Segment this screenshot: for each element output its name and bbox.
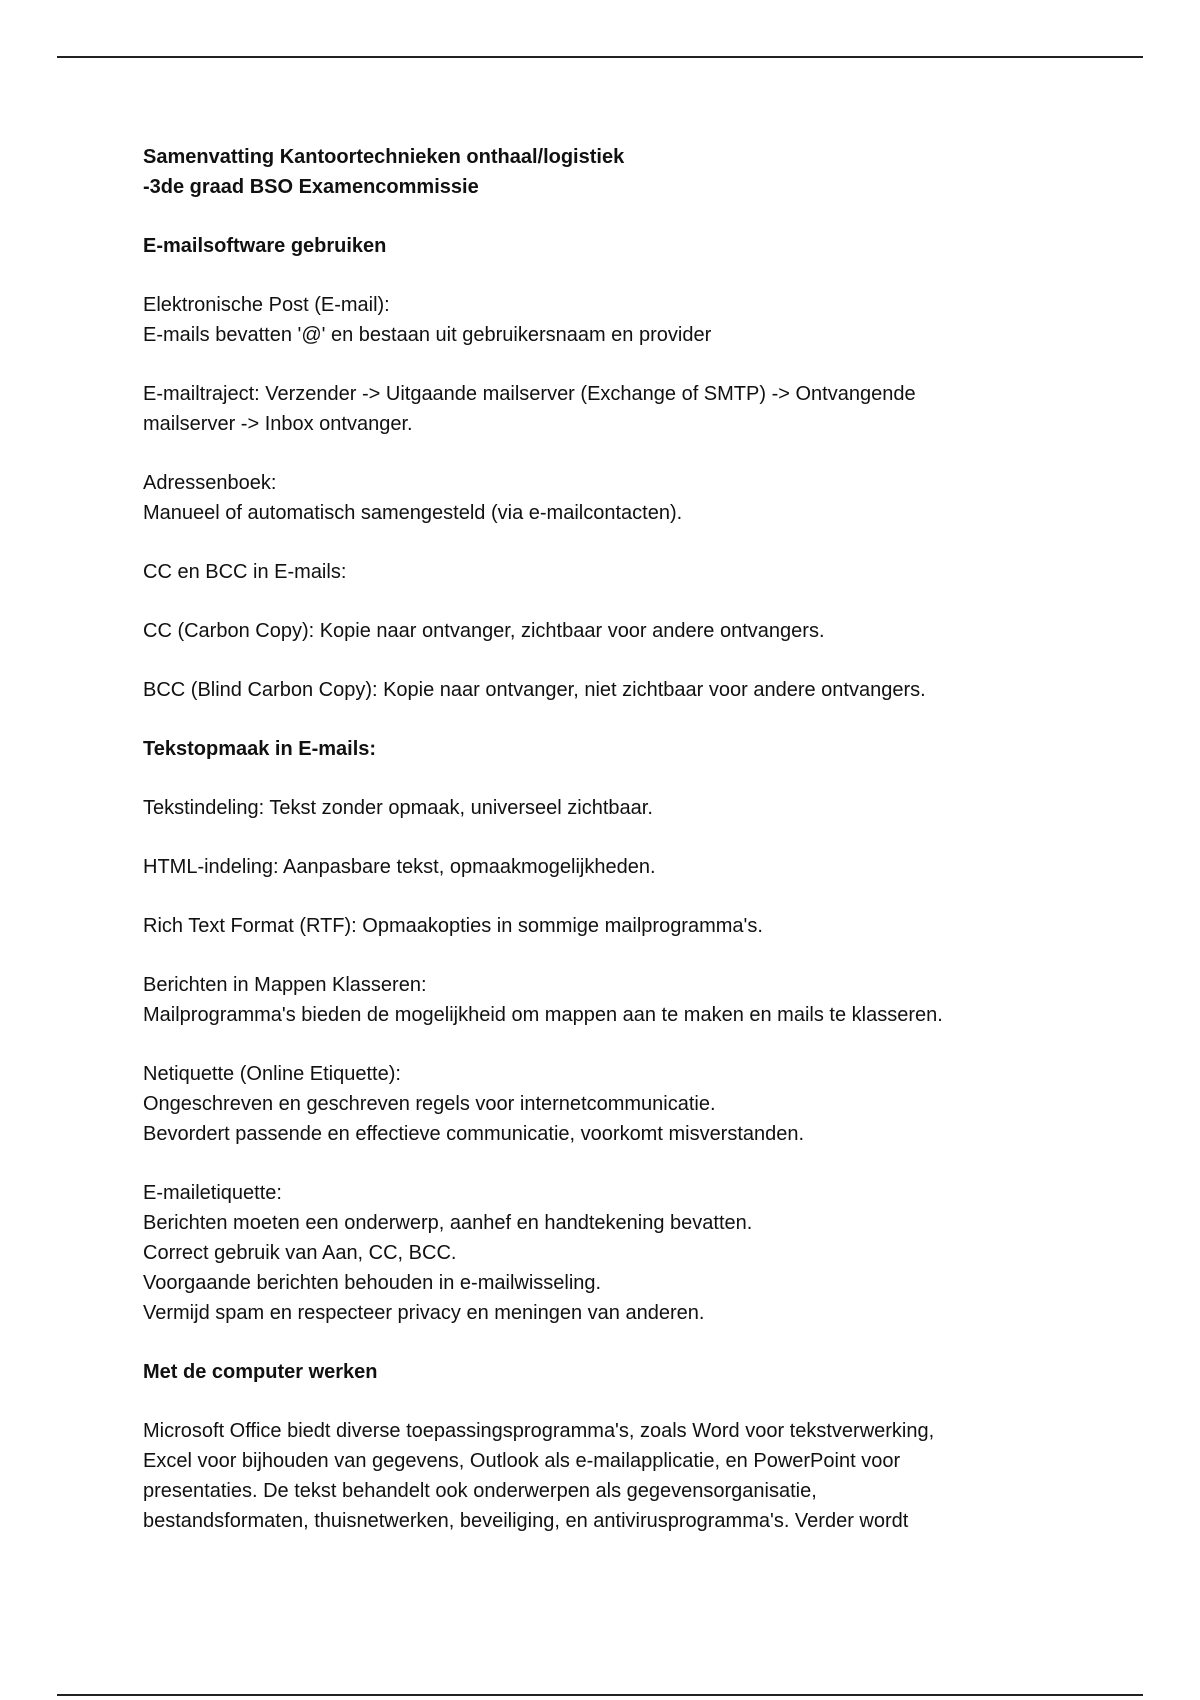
paragraph bbox=[143, 379, 1043, 439]
text-line: presentaties. De tekst behandelt ook onderwerpen als gegevensorganisatie, bbox=[143, 1480, 817, 1502]
section-heading bbox=[143, 1357, 1043, 1387]
paragraph bbox=[143, 793, 1043, 823]
text-line: E-mails bevatten '@' en bestaan uit gebruikersnaam en provider bbox=[143, 324, 712, 346]
heading-computer-work: Met de computer werken bbox=[143, 1361, 378, 1383]
text-line: Netiquette (Online Etiquette): bbox=[143, 1063, 401, 1085]
text-line: E-mailetiquette: bbox=[143, 1182, 282, 1204]
text-line: Microsoft Office biedt diverse toepassingsprogramma's, zoals Word voor tekstverwerking, bbox=[143, 1420, 935, 1442]
text-line: Rich Text Format (RTF): Opmaakopties in sommige mailprogramma's. bbox=[143, 915, 763, 937]
text-line: Berichten moeten een onderwerp, aanhef en handtekening bevatten. bbox=[143, 1212, 753, 1234]
paragraph bbox=[143, 911, 1043, 941]
text-line: Manueel of automatisch samengesteld (via e-mailcontacten). bbox=[143, 502, 683, 524]
text-line: Ongeschreven en geschreven regels voor internetcommunicatie. bbox=[143, 1093, 716, 1115]
title-line: Samenvatting Kantoortechnieken onthaal/logistiek bbox=[143, 146, 625, 168]
text-line: Mailprogramma's bieden de mogelijkheid om mappen aan te maken en mails te klasseren. bbox=[143, 1004, 943, 1026]
text-line: bestandsformaten, thuisnetwerken, beveiliging, en antivirusprogramma's. Verder wordt bbox=[143, 1510, 909, 1532]
paragraph bbox=[143, 675, 1043, 705]
text-line: E-mailtraject: Verzender -> Uitgaande mailserver (Exchange of SMTP) -> Ontvangende bbox=[143, 383, 916, 405]
page-top-rule bbox=[57, 56, 1143, 58]
paragraph bbox=[143, 1059, 1043, 1149]
paragraph bbox=[143, 290, 1043, 350]
text-line: BCC (Blind Carbon Copy): Kopie naar ontvanger, niet zichtbaar voor andere ontvangers. bbox=[143, 679, 926, 701]
paragraph bbox=[143, 468, 1043, 528]
heading-text-formatting: Tekstopmaak in E-mails: bbox=[143, 738, 377, 760]
document-body bbox=[143, 142, 1043, 1536]
text-line: Correct gebruik van Aan, CC, BCC. bbox=[143, 1242, 457, 1264]
paragraph bbox=[143, 616, 1043, 646]
text-line: Bevordert passende en effectieve communicatie, voorkomt misverstanden. bbox=[143, 1123, 805, 1145]
text-line: Tekstindeling: Tekst zonder opmaak, universeel zichtbaar. bbox=[143, 797, 653, 819]
text-line: Voorgaande berichten behouden in e-mailwisseling. bbox=[143, 1272, 602, 1294]
text-line: Adressenboek: bbox=[143, 472, 277, 494]
subtitle-line: -3de graad BSO Examencommissie bbox=[143, 176, 479, 198]
text-line: mailserver -> Inbox ontvanger. bbox=[143, 413, 413, 435]
heading-email-software: E-mailsoftware gebruiken bbox=[143, 235, 387, 257]
paragraph bbox=[143, 1178, 1043, 1328]
paragraph bbox=[143, 557, 1043, 587]
text-line: CC en BCC in E-mails: bbox=[143, 561, 347, 583]
text-line: Elektronische Post (E-mail): bbox=[143, 294, 390, 316]
paragraph bbox=[143, 970, 1043, 1030]
section-heading bbox=[143, 231, 1043, 261]
text-line: HTML-indeling: Aanpasbare tekst, opmaakmogelijkheden. bbox=[143, 856, 656, 878]
text-line: CC (Carbon Copy): Kopie naar ontvanger, zichtbaar voor andere ontvangers. bbox=[143, 620, 825, 642]
paragraph bbox=[143, 1416, 1043, 1536]
paragraph bbox=[143, 852, 1043, 882]
section-heading bbox=[143, 734, 1043, 764]
page-bottom-rule bbox=[57, 1694, 1143, 1696]
text-line: Vermijd spam en respecteer privacy en meningen van anderen. bbox=[143, 1302, 705, 1324]
document-title bbox=[143, 142, 1043, 202]
text-line: Excel voor bijhouden van gegevens, Outlook als e-mailapplicatie, en PowerPoint voor bbox=[143, 1450, 901, 1472]
text-line: Berichten in Mappen Klasseren: bbox=[143, 974, 427, 996]
